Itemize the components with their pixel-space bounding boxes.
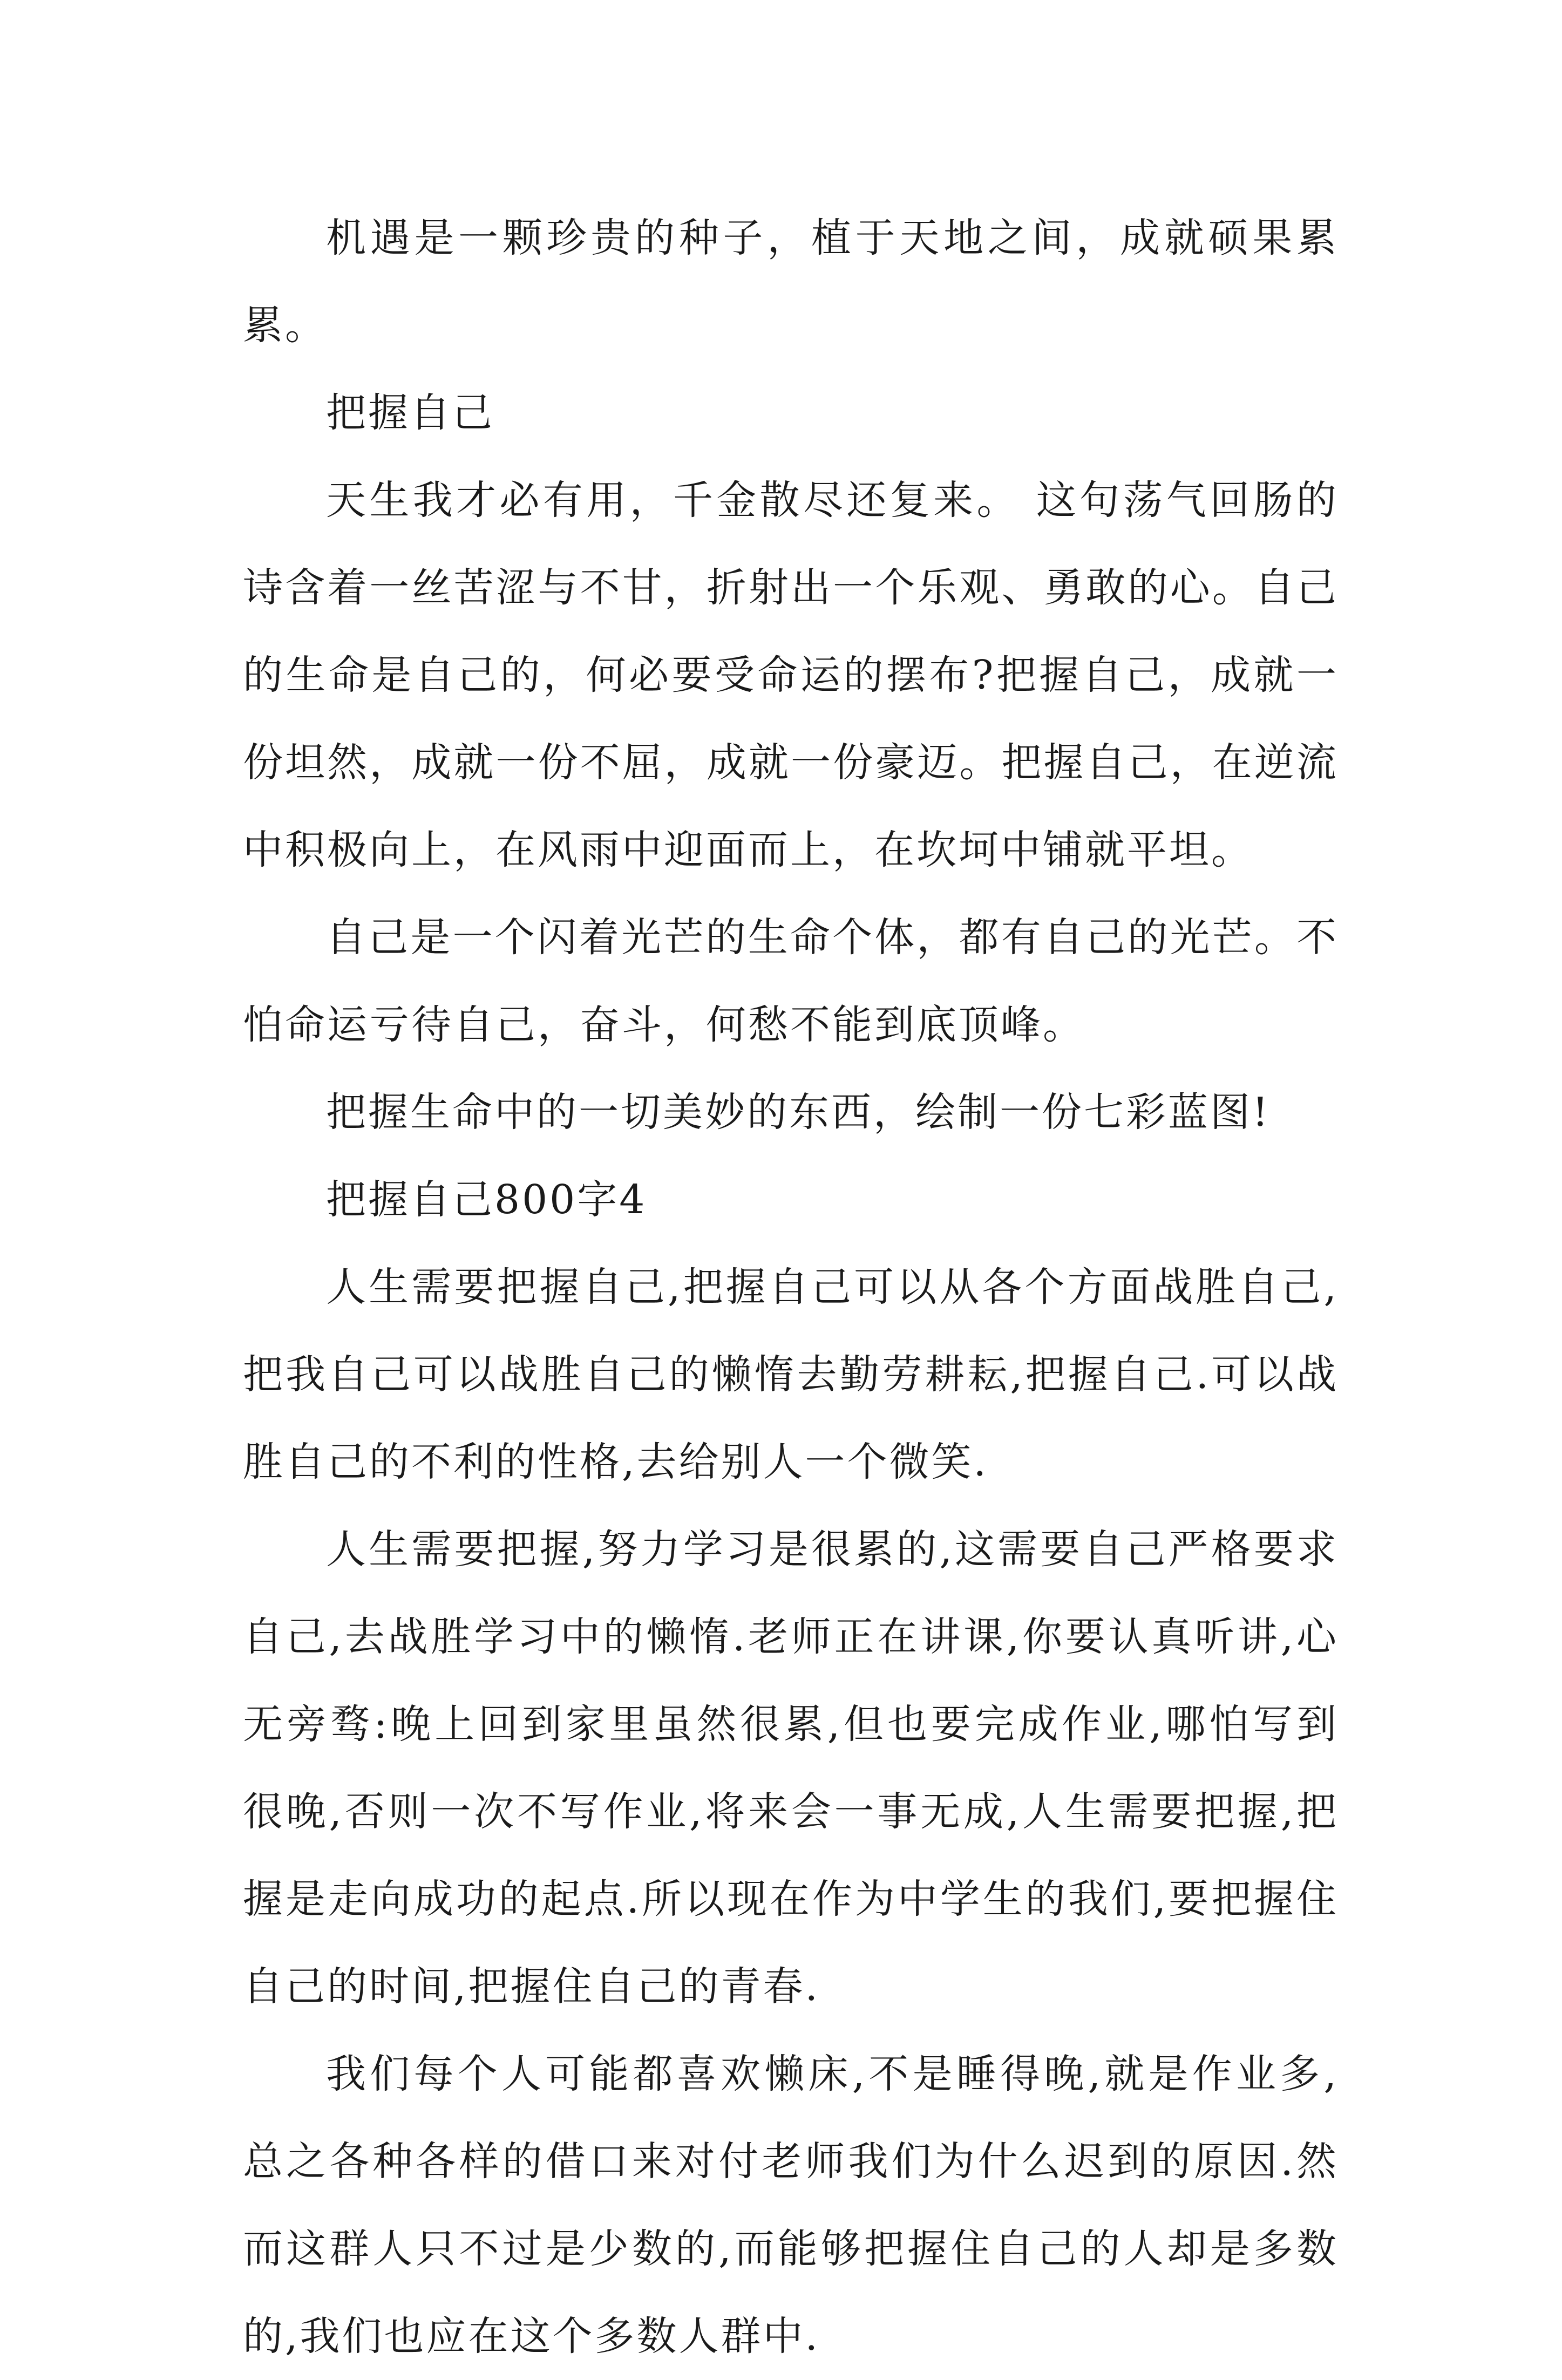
paragraph-study: 人生需要把握,努力学习是很累的,这需要自己严格要求自己,去战胜学习中的懒惰.老师正在讲课,你要认真听讲,心无旁骛:晚上回到家里虽然很累,但也要完成作业,哪怕写到很晚,否则一次不写作业,将来会一事无成,人生需要把握,把握是走向成功的起点.所以现在作为中学生的我们,要把握住自己的时间,把握住自己的青春. [243,1526,1339,2010]
paragraph-lazy-bed: 我们每个人可能都喜欢懒床,不是睡得晚,就是作业多,总之各种各样的借口来对付老师我们为什么迟到的原因.然而这群人只不过是少数的,而能够把握住自己的人却是多数的,我们也应在这个多数人群中. [243,2051,1339,2359]
paragraph-light: 自己是一个闪着光芒的生命个体，都有自己的光芒。不怕命运亏待自己，奋斗，何愁不能到底顶峰。 [243,914,1339,1048]
paragraph-opening: 机遇是一颗珍贵的种子，植于天地之间，成就硕果累累。 [243,215,1339,349]
section-title-essay-4: 把握自己800字4 [326,1177,647,1223]
section-title-grasp-self: 把握自己 [326,390,494,436]
document-page [243,194,1339,2380]
paragraph-overcome-self: 人生需要把握自己,把握自己可以从各个方面战胜自己,把我自己可以战胜自己的懒惰去勤劳耕耘,把握自己.可以战胜自己的不利的性格,去给别人一个微笑. [243,1264,1339,1485]
paragraph-blueprint: 把握生命中的一切美妙的东西，绘制一份七彩蓝图! [326,1089,1271,1135]
paragraph-poem: 天生我才必有用，千金散尽还复来。 这句荡气回肠的诗含着一丝苦涩与不甘，折射出一个乐观、勇敢的心。自己的生命是自己的，何必要受命运的摆布?把握自己，成就一份坦然，成就一份不屈，成就一份豪迈。把握自己，在逆流中积极向上，在风雨中迎面而上，在坎坷中铺就平坦。 [243,477,1339,873]
